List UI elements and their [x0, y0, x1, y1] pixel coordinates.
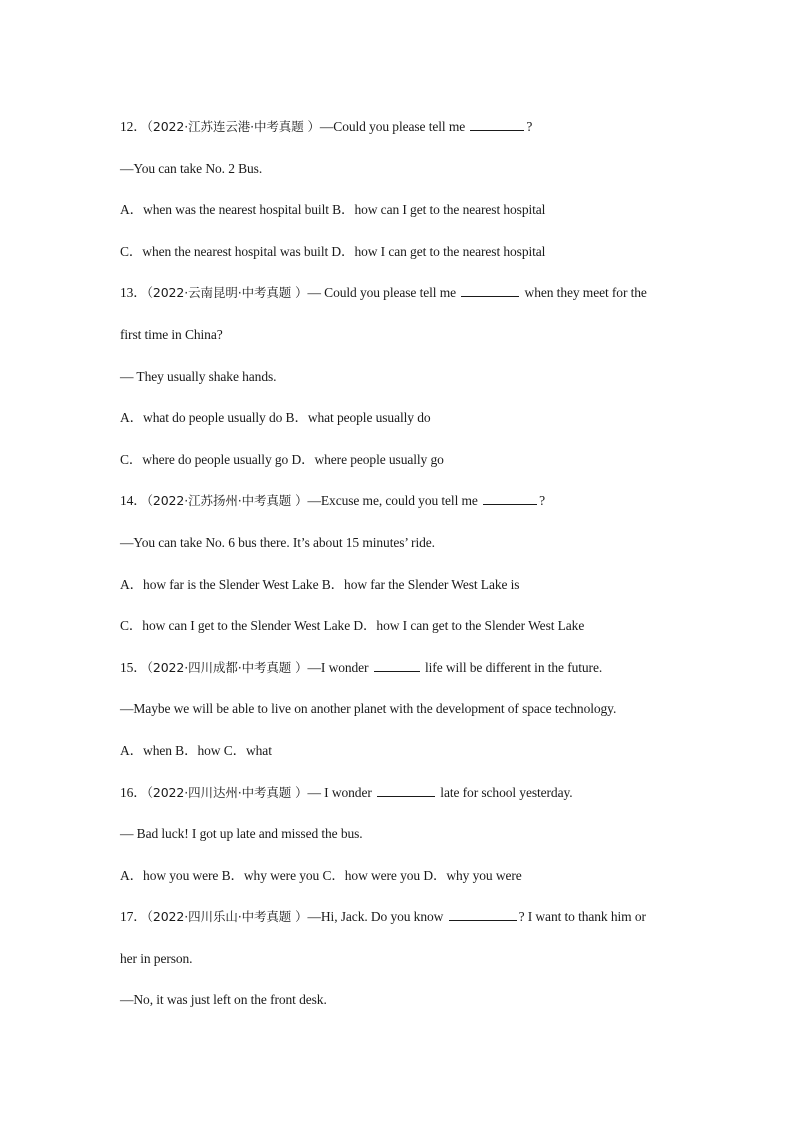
- question-number: 13．: [120, 285, 147, 301]
- question-16-reply: — Bad luck! I got up late and missed the bus.: [120, 826, 363, 842]
- question-list: [120, 106, 680, 1021]
- question-text: —Hi, Jack. Do you know: [307, 909, 447, 925]
- question-13-stem: [120, 272, 680, 314]
- question-12-stem: [120, 106, 680, 148]
- question-number: 14．: [120, 493, 147, 509]
- question-source: （2022·四川达州·中考真题 ）: [146, 784, 308, 800]
- answer-blank: [470, 118, 524, 131]
- question-14-stem: [120, 480, 680, 522]
- question-text: late for school yesterday.: [437, 784, 573, 800]
- answer-blank: [461, 284, 519, 297]
- question-source: （2022·江苏扬州·中考真题 ）: [146, 493, 308, 509]
- question-14-reply: —You can take No. 6 bus there. It’s about 15 minutes’ ride.: [120, 534, 435, 550]
- question-16-options: A．how you were B．why were you C．how were you D．why you were: [120, 867, 522, 883]
- question-text: — I wonder: [307, 784, 376, 800]
- question-16-stem: [120, 772, 680, 814]
- question-13-stem-continued: first time in China?: [120, 326, 223, 342]
- question-text: when they meet for the: [521, 285, 647, 301]
- question-text: —Excuse me, could you tell me: [307, 493, 482, 509]
- question-text: — Could you please tell me: [307, 285, 460, 301]
- question-text: ?: [539, 493, 545, 509]
- answer-blank: [449, 908, 517, 921]
- question-14-options-ab: A．how far is the Slender West Lake B．how far the Slender West Lake is: [120, 576, 520, 592]
- question-text: ? I want to thank him or: [518, 909, 646, 925]
- question-12-reply: —You can take No. 2 Bus.: [120, 160, 263, 176]
- question-15-options: A．when B．how C．what: [120, 742, 272, 758]
- question-text: ?: [526, 119, 533, 134]
- question-17-stem: [120, 896, 680, 938]
- question-number: 16．: [120, 784, 147, 800]
- question-number: 12．: [120, 119, 147, 134]
- question-number: 15．: [120, 659, 147, 675]
- question-source: （2022·四川成都·中考真题 ）: [146, 659, 308, 675]
- question-13-options-ab: A．what do people usually do B．what people usually do: [120, 410, 431, 426]
- question-15-reply: —Maybe we will be able to live on another planet with the development of space technology.: [120, 701, 617, 717]
- question-text: life will be different in the future.: [421, 659, 603, 675]
- answer-blank: [374, 659, 420, 672]
- question-source: （2022·江苏连云港·中考真题 ）: [146, 119, 320, 134]
- question-source: （2022·云南昆明·中考真题 ）: [146, 285, 308, 301]
- question-text: —I wonder: [307, 659, 372, 675]
- question-13-reply: — They usually shake hands.: [120, 368, 277, 384]
- question-13-options-cd: C．where do people usually go D．where people usually go: [120, 451, 444, 467]
- question-12-options-cd: C．when the nearest hospital was built D．how I can get to the nearest hospital: [120, 243, 546, 259]
- question-12-options-ab: A．when was the nearest hospital built B．how can I get to the nearest hospital: [120, 202, 546, 218]
- answer-blank: [483, 492, 537, 505]
- question-source: （2022·四川乐山·中考真题 ）: [146, 909, 308, 925]
- question-17-reply: —No, it was just left on the front desk.: [120, 992, 327, 1008]
- question-17-stem-continued: her in person.: [120, 950, 193, 966]
- question-15-stem: [120, 647, 680, 689]
- answer-blank: [377, 784, 435, 797]
- question-text: —Could you please tell me: [319, 119, 469, 134]
- question-14-options-cd: C．how can I get to the Slender West Lake D．how I can get to the Slender West Lake: [120, 618, 585, 634]
- question-number: 17．: [120, 909, 147, 925]
